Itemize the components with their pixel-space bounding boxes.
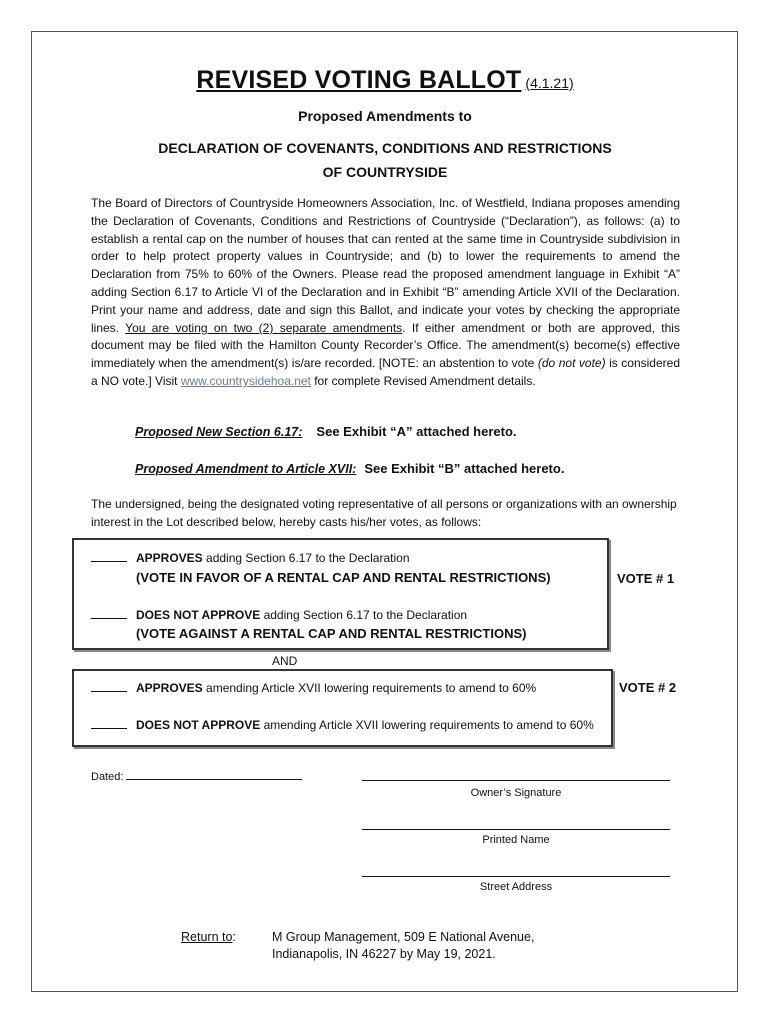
return-colon: :: [232, 930, 236, 944]
vote-1-approve-bold: APPROVES: [136, 551, 203, 565]
vote-2-approve-row: [91, 681, 536, 695]
owner-signature-label: Owner’s Signature: [470, 787, 562, 799]
vote-2-reject-checkline[interactable]: [91, 718, 127, 729]
dated-label: Dated:: [91, 771, 127, 783]
vote-1-reject-caption: (VOTE AGAINST A RENTAL CAP AND RENTAL RESTRICTIONS): [136, 626, 527, 641]
proposal-value: See Exhibit “A” attached hereto.: [316, 424, 517, 439]
vote-2-reject-row: [91, 718, 594, 732]
vote-1-approve-row: [91, 551, 410, 565]
title-main: REVISED VOTING BALLOT: [196, 66, 522, 94]
vote-1-label: VOTE # 1: [617, 571, 675, 586]
owner-signature-line[interactable]: [362, 780, 670, 781]
heading-line-2: OF COUNTRYSIDE: [322, 164, 448, 180]
intro-italic: (do not vote): [537, 356, 606, 371]
intro-text-2: . If either amendment or both are approved, this document may be filed with the Hamilton County Recorder’s Office. The amendment(s) become(s) effective immediately when the amendment(s) is/are recorded. [NOTE: an abstention to vote: [91, 320, 680, 371]
title-version: (4.1.21): [525, 75, 574, 91]
vote-1-approve-text: adding Section 6.17 to the Declaration: [202, 551, 410, 565]
intro-underlined: You are voting on two (2) separate amendments: [125, 320, 403, 335]
proposal-label: Proposed New Section 6.17:: [135, 425, 303, 439]
vote-2-approve-checkline[interactable]: [91, 681, 127, 692]
vote-2-reject-bold: DOES NOT APPROVE: [136, 718, 261, 732]
vote-1-reject-checkline[interactable]: [91, 608, 127, 619]
heading-line-1: DECLARATION OF COVENANTS, CONDITIONS AND RESTRICTIONS: [158, 140, 612, 156]
dated-field[interactable]: [126, 770, 302, 780]
subtitle: Proposed Amendments to: [298, 108, 472, 124]
vote-1-approve-caption: (VOTE IN FAVOR OF A RENTAL CAP AND RENTAL RESTRICTIONS): [136, 570, 551, 585]
vote-2-approve-bold: APPROVES: [136, 681, 203, 695]
proposal-value: See Exhibit “B” attached hereto.: [364, 461, 565, 476]
intro-text-1: The Board of Directors of Countryside Homeowners Association, Inc. of Westfield, Indiana proposes amending the Declaration of Covenants, Conditions and Restrictions of Countryside (“Declaration”), as follows: (a) to establish a rental cap on the number of houses that can rented at the same time in Countryside subdivision in order to help protect property values in Countryside; and (b) to lower the requirements to amend the Declaration from 75% to 60% of the Owners. Please read the proposed amendment language in Exhibit “A” adding Section 6.17 to Article VI of the Declaration and in Exhibit “B” amending Article XVII of the Declaration. Print your name and address, date and sign this Ballot, and indicate your votes by checking the appropriate lines.: [91, 196, 680, 335]
return-address-line-1: M Group Management, 509 E National Avenue,: [272, 930, 535, 944]
vote-1-approve-checkline[interactable]: [91, 551, 127, 562]
ballot-title: [0, 66, 770, 95]
return-address-line-2: Indianapolis, IN 46227 by May 19, 2021.: [272, 947, 496, 961]
street-address-label: Street Address: [479, 881, 553, 893]
intro-text-3: is considered a NO vote.] Visit: [91, 356, 680, 388]
proposal-label: Proposed Amendment to Article XVII:: [135, 462, 357, 476]
printed-name-line[interactable]: [362, 829, 670, 830]
intro-text-4: for complete Revised Amendment details.: [310, 373, 536, 388]
intro-paragraph: [91, 195, 680, 391]
return-label: Return to: [181, 930, 233, 944]
vote-2-approve-text: amending Article XVII lowering requirements to amend to 60%: [202, 681, 537, 695]
vote-1-reject-bold: DOES NOT APPROVE: [136, 608, 261, 622]
return-label-row: [181, 930, 236, 944]
street-address-line[interactable]: [362, 876, 670, 877]
dated-row: [91, 770, 302, 783]
proposal-6-17: [135, 424, 517, 439]
vote-2-reject-text: amending Article XVII lowering requirements to amend to 60%: [260, 718, 594, 732]
proposal-article-xvii: [135, 461, 564, 476]
vote-2-label: VOTE # 2: [619, 680, 677, 695]
undersigned-statement: The undersigned, being the designated voting representative of all persons or organizations with an ownership interest in the Lot described below, hereby casts his/her votes, as follows:: [91, 497, 677, 529]
printed-name-label: Printed Name: [482, 834, 550, 846]
website-link[interactable]: www.countrysidehoa.net: [180, 373, 311, 388]
vote-1-reject-text: adding Section 6.17 to the Declaration: [260, 608, 468, 622]
and-separator: AND: [272, 654, 298, 668]
vote-1-reject-row: [91, 608, 467, 622]
